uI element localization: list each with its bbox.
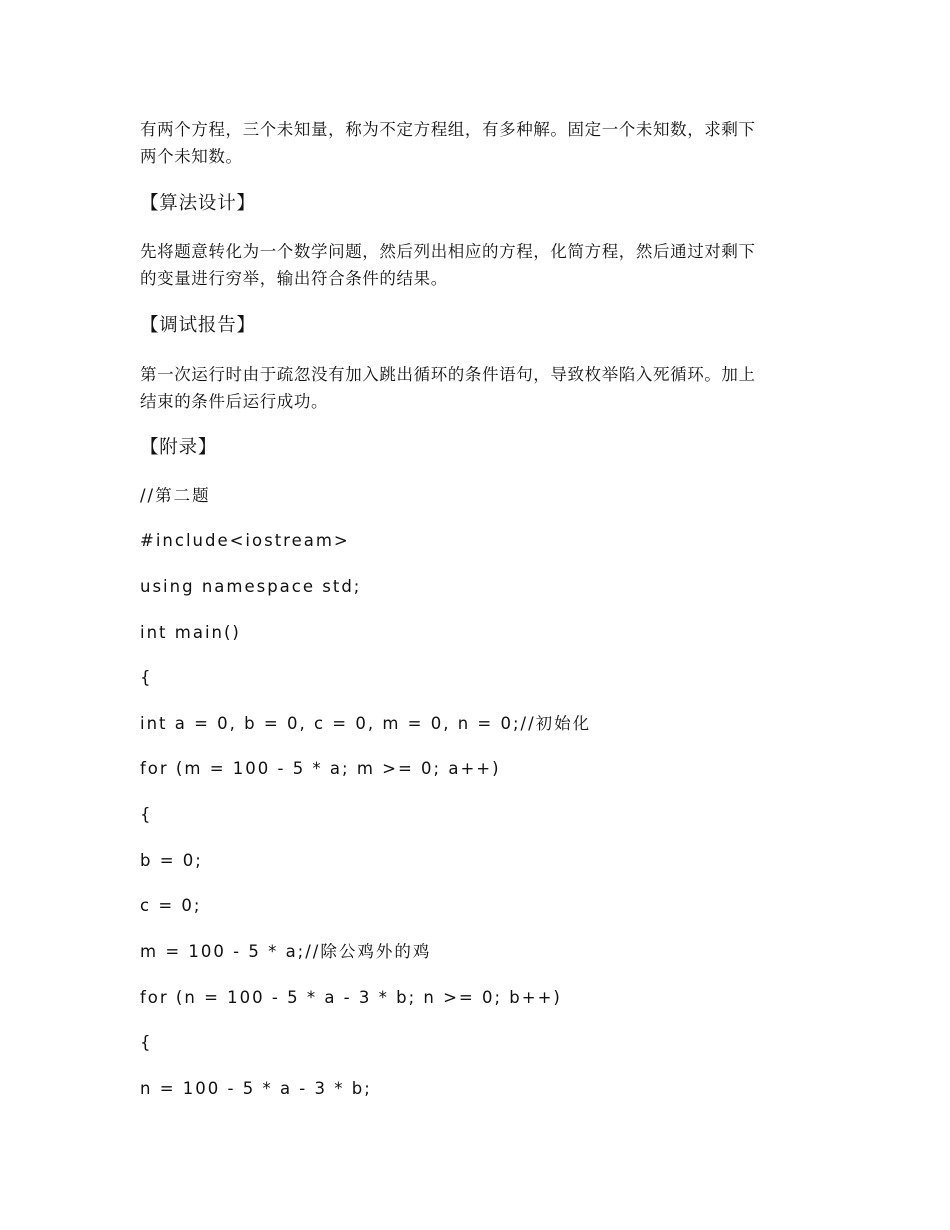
intro-paragraph-line-2: 两个未知数。 bbox=[140, 147, 243, 166]
code-line: { bbox=[140, 1033, 153, 1052]
code-line: using namespace std; bbox=[140, 577, 362, 596]
code-line: #include<iostream> bbox=[140, 531, 350, 550]
code-line: int a = 0, b = 0, c = 0, m = 0, n = 0;//初始化 bbox=[140, 714, 592, 733]
debug-paragraph-line-2: 结束的条件后运行成功。 bbox=[140, 392, 329, 411]
code-line: b = 0; bbox=[140, 851, 203, 870]
code-line: for (n = 100 - 5 * a - 3 * b; n >= 0; b++) bbox=[140, 988, 562, 1007]
code-line: { bbox=[140, 805, 153, 824]
code-line: m = 100 - 5 * a;//除公鸡外的鸡 bbox=[140, 942, 432, 961]
code-line: c = 0; bbox=[140, 896, 202, 915]
code-line: int main() bbox=[140, 623, 241, 642]
intro-paragraph-line-1: 有两个方程，三个未知量，称为不定方程组，有多种解。固定一个未知数，求剩下 bbox=[140, 120, 756, 139]
debug-report-heading: 【调试报告】 bbox=[140, 315, 256, 336]
code-line: { bbox=[140, 668, 153, 687]
appendix-heading: 【附录】 bbox=[140, 437, 218, 458]
code-line: //第二题 bbox=[140, 486, 211, 505]
code-line: for (m = 100 - 5 * a; m >= 0; a++) bbox=[140, 759, 501, 778]
code-line: n = 100 - 5 * a - 3 * b; bbox=[140, 1079, 372, 1098]
debug-paragraph-line-1: 第一次运行时由于疏忽没有加入跳出循环的条件语句，导致枚举陷入死循环。加上 bbox=[140, 365, 756, 384]
algorithm-design-heading: 【算法设计】 bbox=[140, 193, 256, 214]
design-paragraph-line-1: 先将题意转化为一个数学问题，然后列出相应的方程，化简方程，然后通过对剩下 bbox=[140, 242, 756, 261]
design-paragraph-line-2: 的变量进行穷举，输出符合条件的结果。 bbox=[140, 269, 448, 288]
document-page bbox=[140, 0, 810, 1230]
